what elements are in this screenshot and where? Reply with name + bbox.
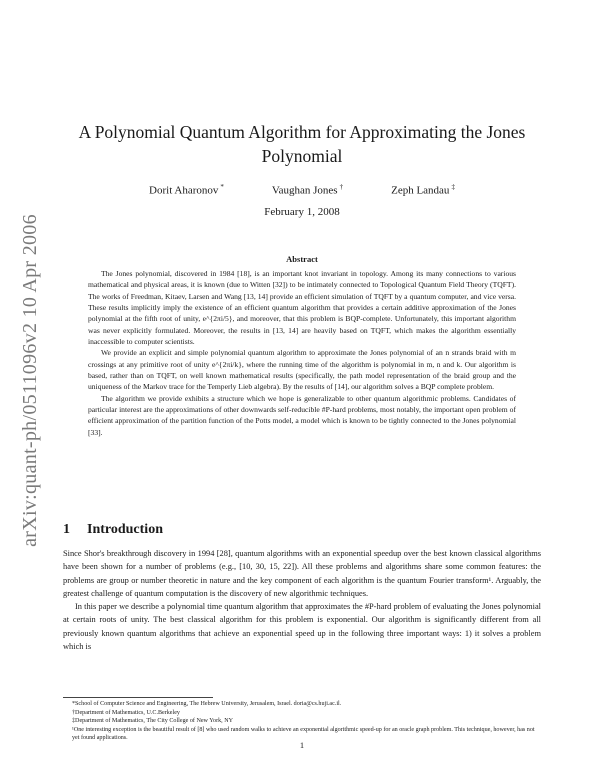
section-heading [63, 522, 163, 538]
section-title: Introduction [87, 522, 163, 537]
footnote-rule [63, 697, 213, 698]
paper-date: February 1, 2008 [264, 206, 340, 218]
paper-title: A Polynomial Quantum Algorithm for Approximating the Jones Polynomial [78, 122, 526, 166]
introduction-body [63, 547, 541, 653]
body-paragraph: In this paper we describe a polynomial time quantum algorithm that approximates the #P-hard problem of evaluating the Jones polynomial at certain roots of unity. The best classical algorithm for this problem is exponential. Our algorithm is significantly different from all previously known quantum algorithms that achieve an exponential speed up in the following three important ways: 1) it solves a problem which is [63, 602, 541, 652]
footnotes [63, 700, 541, 743]
abstract-paragraph: The Jones polynomial, discovered in 1984 [18], is an important knot invariant in topology. Among its many connections to various mathematical and physical areas, it is known (due to Witten [32]) to be intimately connected to Topological Quantum Field Theory (TQFT). The works of Freedman, Kitaev, Larsen and Wang [13, 14] provide an efficient simulation of TQFT by a quantum computer, and vice versa. These results implicitly imply the existence of an efficient quantum algorithm that provides a certain additive approximation of the Jones polynomial at the fifth root of unity, e^{2πi/5}, and moreover, that this problem is BQP-complete. Unfortunately, this important algorithm was never explicitly formulated. Moreover, the results in [13, 14] are heavily based on TQFT, which makes the algorithm essentially inaccessible to computer scientists. [88, 269, 516, 347]
footnote: †Department of Mathematics, U.C.Berkeley [72, 709, 180, 716]
footnote: ¹One interesting exception is the beautiful result of [8] who used random walks to achieve an exponential algorithmic speed-up for an oracle graph problem. This technique, however, has not yet found applications. [72, 726, 535, 742]
arxiv-identifier-text: arXiv:quant-ph/0511096v2 10 Apr 2006 [18, 213, 41, 547]
abstract-heading: Abstract [286, 254, 318, 264]
author: Zeph Landau ‡ [391, 183, 455, 197]
author: Vaughan Jones † [271, 183, 344, 197]
footnote: *School of Computer Science and Engineering, The Hebrew University, Jerusalem, Israel. doria@cs.huji.ac.il. [72, 701, 342, 707]
author-list [63, 183, 541, 197]
page-number: 1 [299, 740, 305, 750]
body-paragraph: Since Shor's breakthrough discovery in 1994 [28], quantum algorithms with an exponential speedup over the best known classical algorithms have been shown for a number of problems (e.g., [10, 30, 15, 22]). All these problems and algorithms share some common features: the problems are group or number theoretic in nature and the key component of each algorithm is the quantum Fourier transform¹. Arguably, the greatest challenge of quantum computation is the discovery of new algorithmic techniques. [63, 549, 541, 598]
section-number: 1 [63, 522, 70, 537]
abstract-paragraph: The algorithm we provide exhibits a structure which we hope is generalizable to other quantum algorithmic problems. Candidates of particular interest are the approximations of other downwards self-reducible #P-hard problems, most notably, the important open problem of efficient approximation of the partition function of the Potts model, a model which is known to be tightly connected to the Jones polynomial [33]. [88, 393, 516, 437]
arxiv-identifier-stamp [16, 190, 44, 570]
footnote: ‡Department of Mathematics, The City College of New York, NY [72, 718, 234, 725]
abstract-body [88, 268, 516, 438]
author: Dorit Aharonov * [149, 183, 224, 197]
abstract-paragraph: We provide an explicit and simple polynomial quantum algorithm to approximate the Jones polynomial of an n strands braid with m crossings at any primitive root of unity e^{2πi/k}, where the running time of the algorithm is polynomial in m, n and k. Our algorithm is based, rather than on TQFT, on well known mathematical results (specifically, the path model representation of the braid group and the uniqueness of the Markov trace for the Temperly Lieb algebra). By the results of [14], our algorithm solves a BQP complete problem. [88, 348, 516, 392]
